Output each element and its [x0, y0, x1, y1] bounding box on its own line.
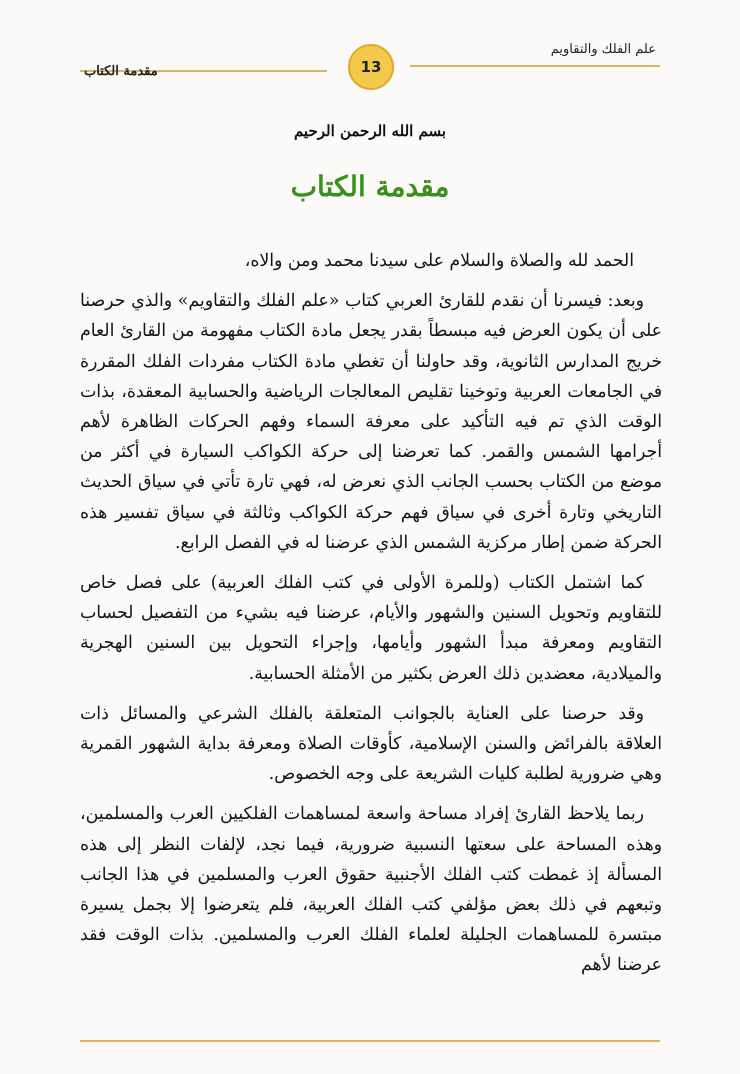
basmala: بسم الله الرحمن الرحيم — [293, 122, 447, 140]
running-book-title: علم الفلك والتقاويم — [550, 42, 656, 57]
footer-rule — [80, 1040, 660, 1042]
page-header — [80, 38, 660, 78]
running-section-title: مقدمة الكتاب — [84, 64, 158, 79]
paragraph: وبعد: فيسرنا أن نقدم للقارئ العربي كتاب «علم الفلك والتقاويم» والذي حرصنا على أن يكون العرض فيه مبسطاً بقدر يجعل مادة الكتاب مفهومة من القارئ العام خريج المدارس الثانوية، وقد حاولنا أن تغطي مادة الكتاب مفردات الفلك المقررة في الجامعات العربية وتوخينا تقليص المعالجات الرياضية والحسابية المعقدة، بذات الوقت الذي تم فيه التأكيد على معرفة السماء وفهم الحركات الظاهرة لأهم أجرامها الشمس والقمر. كما تعرضنا إلى حركة الكواكب السيارة في أكثر من موضع من الكتاب بحسب الجانب الذي نعرض له، فهي تارة تأتي في سياق الحديث التاريخي وتارة أخرى في سياق فهم حركة الكواكب وثالثة في سياق تفسير هذه الحركة ضمن إطار مركزية الشمس الذي عرضنا له في الفصل الرابع. — [80, 291, 662, 553]
paragraph: ربما يلاحظ القارئ إفراد مساحة واسعة لمساهمات الفلكيين العرب والمسلمين، وهذه المساحة على سعتها النسبية ضرورية، فيما نجد، لإلفات النظر إلى هذه المسألة إذ غمطت كتب الفلك الأجنبية حقوق العرب والمسلمين في هذا الجانب وتبعهم في ذلك بعض مؤلفي كتب الفلك العربية، فلم يتعرضوا إلا بجمل يسيرة مبتسرة للمساهمات الجليلة لعلماء الفلك العرب والمسلمين. بذات الوقت فقد عرضنا لأهم — [80, 804, 662, 976]
header-rule-right — [410, 65, 660, 67]
body-text — [80, 246, 662, 991]
chapter-title: مقدمة الكتاب — [290, 170, 450, 203]
paragraph: كما اشتمل الكتاب (وللمرة الأولى في كتب الفلك العربية) على فصل خاص للتقاويم وتحويل السنين والشهور والأيام، عرضنا فيه بشيء من التفصيل لحساب التقاويم ومعرفة مبدأ الشهور وأيامها، وإجراء التحويل بين السنين الهجرية والميلادية، معضدين ذلك العرض بكثير من الأمثلة الحسابية. — [80, 573, 662, 684]
paragraph: الحمد لله والصلاة والسلام على سيدنا محمد ومن والاه، — [244, 251, 634, 271]
page-number-badge: 13 — [348, 44, 394, 90]
paragraph: وقد حرصنا على العناية بالجوانب المتعلقة بالفلك الشرعي والمسائل ذات العلاقة بالفرائض والسنن الإسلامية، كأوقات الصلاة ومعرفة بداية الشهور القمرية وهي ضرورية لطلبة كليات الشريعة على وجه الخصوص. — [80, 703, 662, 785]
